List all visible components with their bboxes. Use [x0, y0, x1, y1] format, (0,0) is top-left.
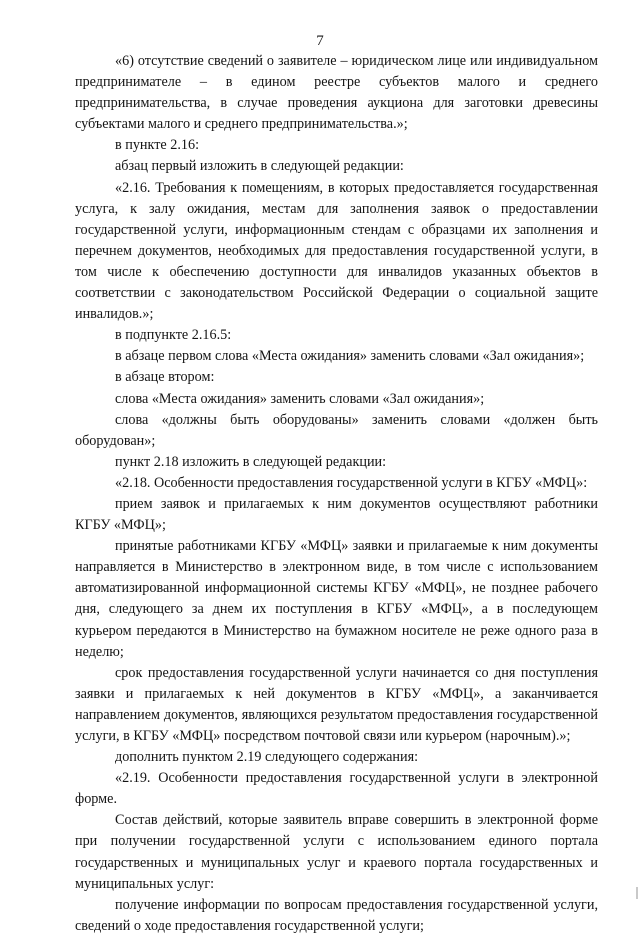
body-text — [75, 51, 598, 937]
scan-mark — [636, 887, 638, 899]
paragraph: принятые работниками КГБУ «МФЦ» заявки и прилагаемые к ним документы направляется в Министерство в электронном виде, в том числе с использованием автоматизированной информационной системы КГБУ «МФЦ», не позднее рабочего дня, следующего за днем их поступления в КГБУ «МФЦ», а в последующем курьером передаются в Министерство на бумажном носителе не реже одного раза в неделю; — [75, 538, 598, 660]
paragraph: Состав действий, которые заявитель вправе совершить в электронной форме при получении государственной услуги с использованием единого портала государственных и муниципальных услуг и краевого портала государственных и муниципальных услуг: — [75, 812, 598, 892]
paragraph: срок предоставления государственной услуги начинается со дня поступления заявки и прилагаемых к ней документов в КГБУ «МФЦ», а заканчивается направлением документов, являющихся результатом предоставления государственной услуги, в КГБУ «МФЦ» посредством почтовой связи или курьером (нарочным).»; — [75, 664, 598, 744]
paragraph: в подпункте 2.16.5: — [115, 327, 232, 344]
paragraph: в пункте 2.16: — [115, 137, 200, 154]
paragraph: «2.19. Особенности предоставления государственной услуги в электронной форме. — [75, 770, 598, 808]
paragraph: слова «Места ожидания» заменить словами «Зал ожидания»; — [115, 390, 485, 407]
paragraph: в абзаце втором: — [115, 369, 215, 386]
paragraph: абзац первый изложить в следующей редакции: — [115, 158, 404, 175]
paragraph: пункт 2.18 изложить в следующей редакции: — [115, 453, 387, 470]
paragraph: в абзаце первом слова «Места ожидания» заменить словами «Зал ожидания»; — [115, 348, 585, 365]
page-number: 7 — [316, 33, 324, 49]
paragraph: «2.16. Требования к помещениям, в которых предоставляется государственная услуга, к залу ожидания, местам для заполнения заявок о предоставлении государственной услуги, информационным стендам с образцами их заполнения и перечнем документов, необходимых для предоставления государственной услуги, в том числе к обеспечению доступности для инвалидов указанных объектов в соответствии с законодательством Российской Федерации о социальной защите инвалидов.»; — [75, 179, 598, 323]
paragraph: «6) отсутствие сведений о заявителе – юридическом лице или индивидуальном предпринимателе – в едином реестре субъектов малого и среднего предпринимательства, в случае проведения аукциона для заготовки древесины субъектами малого и среднего предпринимательства.»; — [75, 53, 598, 133]
paragraph: «2.18. Особенности предоставления государственной услуги в КГБУ «МФЦ»: — [115, 474, 588, 491]
paragraph: слова «должны быть оборудованы» заменить словами «должен быть оборудован»; — [75, 411, 598, 449]
paragraph: дополнить пунктом 2.19 следующего содержания: — [115, 749, 419, 766]
paragraph: получение информации по вопросам предоставления государственной услуги, сведений о ходе предоставления государственной услуги; — [75, 896, 598, 934]
paragraph: прием заявок и прилагаемых к ним документов осуществляют работники КГБУ «МФЦ»; — [75, 495, 598, 534]
